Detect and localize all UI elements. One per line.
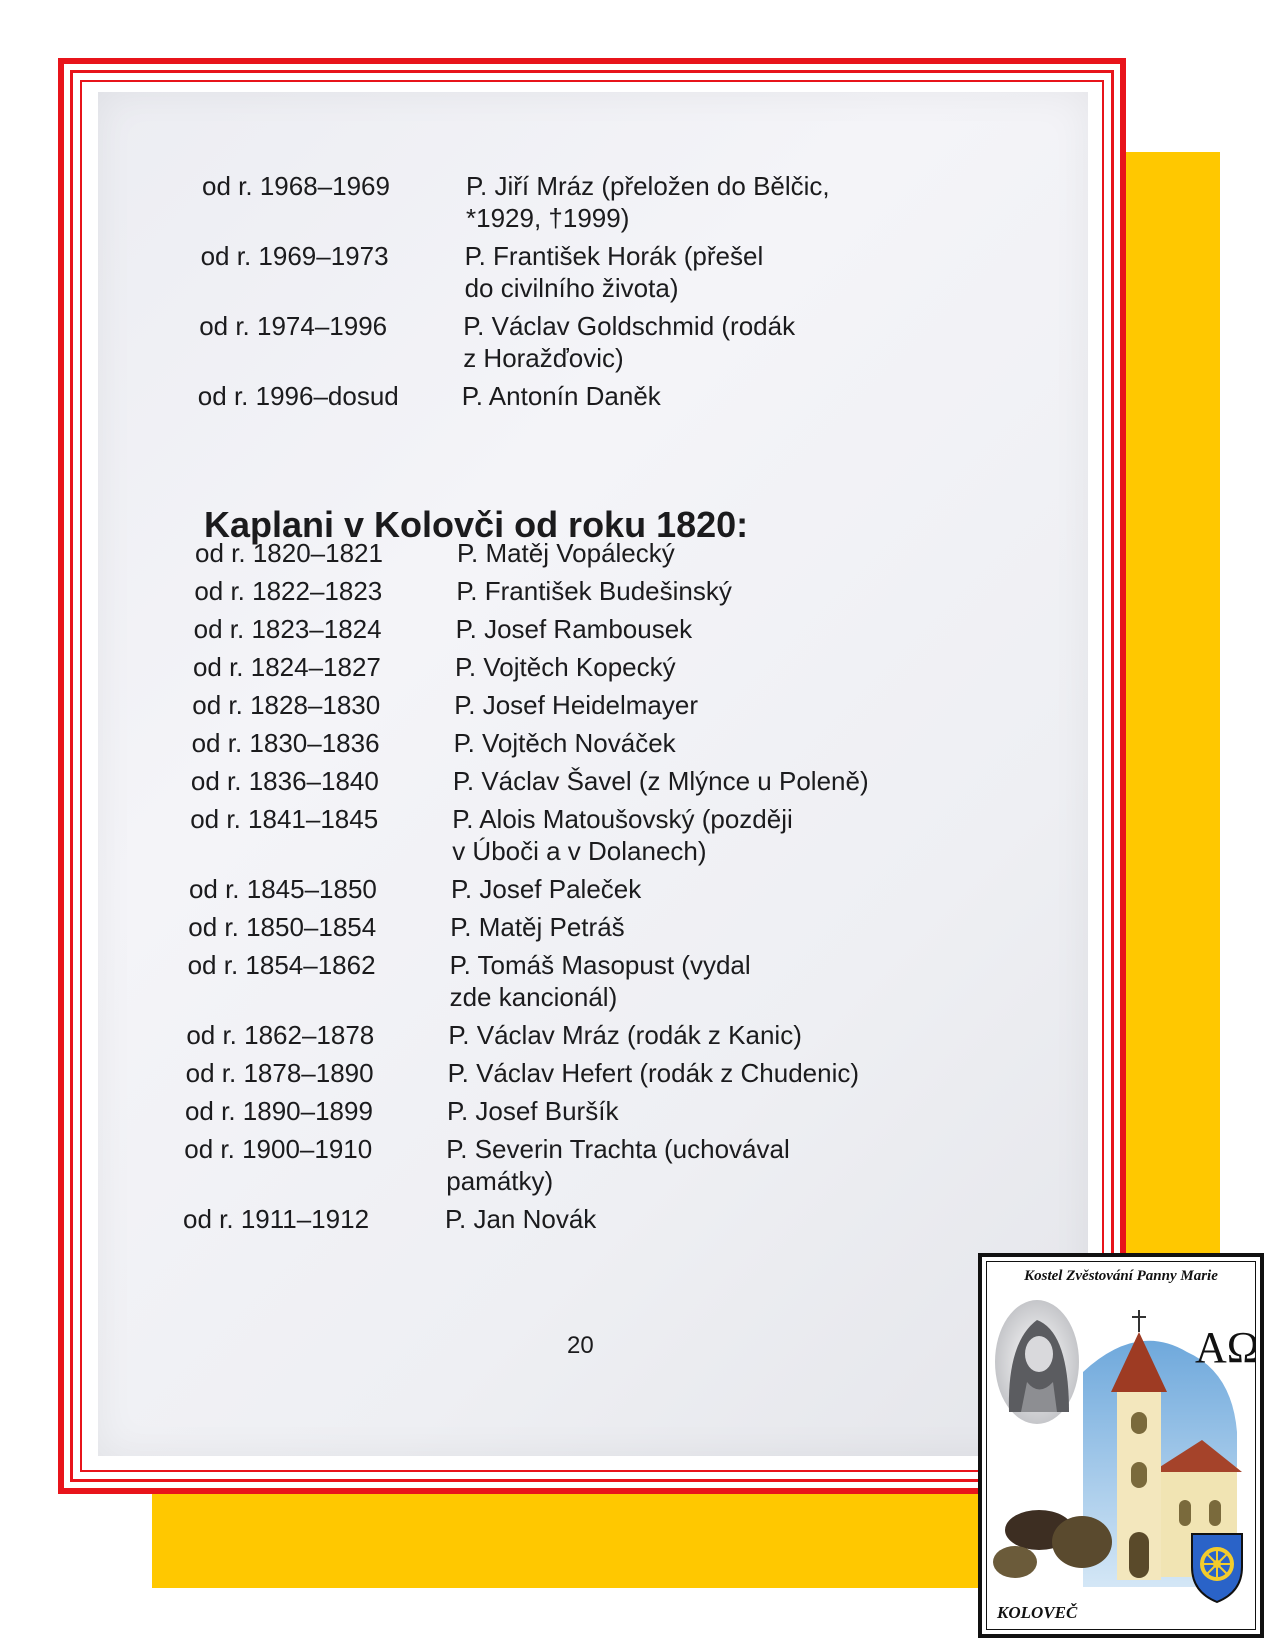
entry-name: P. Alois Matoušovský (později (452, 804, 793, 834)
entry-name: P. Severin Trachta (uchovával (446, 1134, 790, 1164)
entry-name-continuation: *1929, †1999) (466, 203, 630, 233)
entry-date: od r. 1820–1821 (195, 538, 383, 568)
badge-illustration (987, 1262, 1260, 1630)
entry-name: P. Josef Heidelmayer (454, 690, 698, 720)
entry-date: od r. 1974–1996 (199, 311, 388, 341)
entry-name: P. Jan Novák (445, 1204, 597, 1234)
badge-title: Kostel Zvěstování Panny Marie (1024, 1268, 1218, 1284)
entry-date: od r. 1823–1824 (193, 614, 382, 644)
entry-date: od r. 1968–1969 (202, 171, 390, 201)
entry-date: od r. 1854–1862 (187, 950, 376, 980)
church-badge-inner (986, 1261, 1260, 1630)
entry-name: P. Josef Rambousek (455, 614, 693, 644)
scanned-page (98, 92, 1088, 1456)
entry-name: P. Matěj Petráš (450, 912, 625, 942)
entry-name: P. Antonín Daněk (461, 381, 661, 411)
entry-name: P. František Horák (přešel (464, 241, 764, 271)
entry-date: od r. 1845–1850 (188, 874, 377, 904)
entry-name: P. Václav Goldschmid (rodák (463, 311, 796, 341)
entry-date: od r. 1862–1878 (186, 1020, 375, 1050)
entry-date: od r. 1969–1973 (200, 241, 389, 271)
badge-footer: KOLOVEČ (997, 1603, 1078, 1622)
entry-name-continuation: památky) (446, 1166, 554, 1196)
entry-name: P. Václav Šavel (z Mlýnce u Poleně) (452, 766, 869, 796)
entry-date: od r. 1824–1827 (192, 652, 381, 682)
entry-name: P. Jiří Mráz (přeložen do Bělčic, (466, 171, 830, 201)
chaplains-heading: Kaplani v Kolovči od roku 1820: (204, 504, 749, 545)
entry-name: P. Vojtěch Nováček (453, 728, 676, 758)
entry-name: P. Josef Paleček (450, 874, 642, 904)
entry-name: P. Václav Mráz (rodák z Kanic) (448, 1020, 802, 1050)
entry-date: od r. 1911–1912 (183, 1204, 370, 1234)
entry-date: od r. 1878–1890 (185, 1058, 374, 1088)
entry-name-continuation: v Úboči a v Dolanech) (452, 836, 707, 866)
madonna-portrait-icon (995, 1300, 1079, 1424)
entry-name-continuation: z Horažďovic) (463, 343, 624, 373)
coat-of-arms-icon (1192, 1534, 1242, 1602)
entry-name-continuation: do civilního života) (464, 273, 679, 303)
entry-date: od r. 1850–1854 (188, 912, 377, 942)
entry-date: od r. 1996–dosud (197, 381, 399, 411)
page-number: 20 (567, 1332, 594, 1359)
entry-name: P. František Budešinský (456, 576, 732, 606)
entry-name: P. Matěj Vopálecký (457, 538, 675, 568)
entry-date: od r. 1841–1845 (190, 804, 379, 834)
entry-date: od r. 1822–1823 (194, 576, 383, 606)
entry-name: P. Tomáš Masopust (vydal (449, 950, 751, 980)
entry-name: P. Václav Hefert (rodák z Chudenic) (447, 1058, 860, 1088)
alpha-omega-icon (1195, 1323, 1260, 1372)
entry-date: od r. 1830–1836 (191, 728, 380, 758)
entry-date: od r. 1890–1899 (184, 1096, 373, 1126)
entry-name: P. Josef Buršík (446, 1096, 619, 1126)
entry-date: od r. 1900–1910 (184, 1134, 373, 1164)
entry-name: P. Vojtěch Kopecký (454, 652, 676, 682)
entry-date: od r. 1828–1830 (192, 690, 381, 720)
church-badge (978, 1253, 1264, 1638)
entry-date: od r. 1836–1840 (190, 766, 379, 796)
entry-name-continuation: zde kancionál) (449, 982, 618, 1012)
svg-text:AΩ: AΩ (1195, 1323, 1260, 1372)
